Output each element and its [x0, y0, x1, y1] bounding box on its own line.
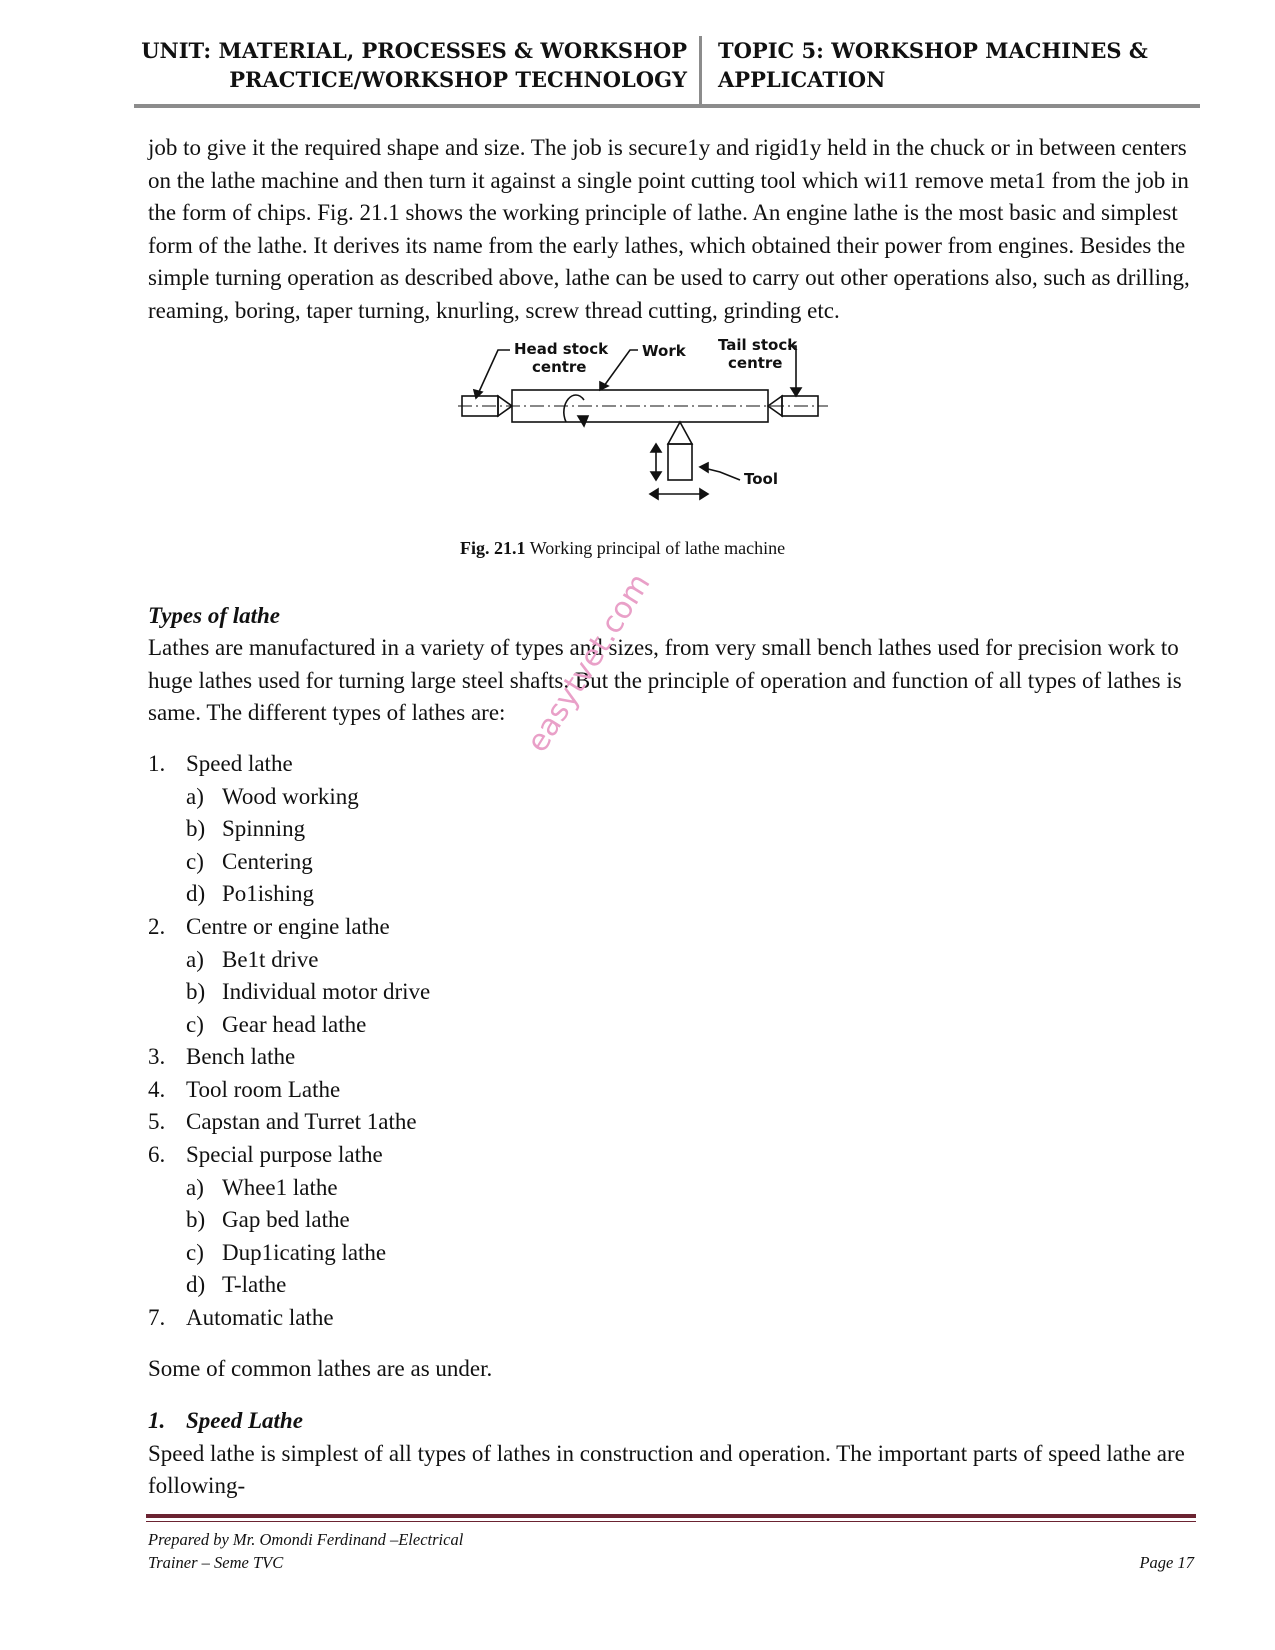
intro-paragraph: job to give it the required shape and size. The job is secure1y and rigid1y held in the chuck or in between centers on the lathe machine and then turn it against a single point cutting tool which wi11 remove meta1 from the job in the form of chips. Fig. 21.1 shows the working principle of lathe. An engine lathe is the most basic and simplest form of the lathe. It derives its name from the early lathes, which obtained their power from engines. Besides the simple turning operation as described above, lathe can be used to carry out other operations also, such as drilling, reaming, boring, taper turning, knurling, screw thread cutting, grinding etc. — [148, 135, 1190, 323]
unit-title-line1: UNIT: MATERIAL, PROCESSES & WORKSHOP — [141, 38, 687, 63]
types-section-title: Types of lathe — [148, 602, 281, 628]
watermark: easytvet.com — [520, 567, 658, 759]
list-item: 4. Tool room Lathe — [148, 1076, 341, 1102]
label-tailstock-1: Tail stock — [718, 337, 798, 354]
list-item: c) Dup1icating lathe — [186, 1239, 387, 1265]
types-paragraph: Lathes are manufactured in a variety of types and sizes, from very small bench lathes used for precision work to huge lathes used for turning large steel shafts. But the principle of operation and function of all types of lathes is same. The different types of lathes are: — [148, 635, 1182, 726]
page-footer — [148, 1528, 1194, 1574]
lathe-diagram — [458, 338, 848, 528]
footer-rule — [146, 1514, 1196, 1518]
sub-list — [186, 1172, 1198, 1302]
page-number: Page 17 — [1139, 1553, 1194, 1572]
topic-title-line1: TOPIC 5: WORKSHOP MACHINES & — [718, 38, 1148, 63]
topic-title — [718, 36, 1148, 94]
list-item: b) Individual motor drive — [186, 979, 431, 1005]
unit-title — [134, 36, 702, 106]
list-item: 1. Speed lathe a) Wood working b) Spinning c) Centering d) Po1ishing — [148, 748, 1198, 911]
list-item: 3. Bench lathe — [148, 1044, 296, 1070]
label-tool: Tool — [744, 469, 778, 488]
sub-list — [186, 781, 1198, 911]
footer-rule-thin — [146, 1521, 1196, 1522]
footer-author-line1: Prepared by Mr. Omondi Ferdinand –Electrical — [148, 1530, 464, 1549]
list-item: 7. Automatic lathe — [148, 1305, 334, 1331]
list-item: d) Po1ishing — [186, 881, 315, 907]
lathe-types-list — [148, 748, 1198, 1335]
list-item: b) Gap bed lathe — [186, 1207, 350, 1233]
label-tailstock-2: centre — [728, 353, 783, 372]
list-item: 2. Centre or engine lathe a) Be1t drive b) Individual motor drive c) Gear head lathe — [148, 911, 1198, 1041]
label-headstock-1: Head stock — [514, 339, 609, 358]
common-lathes-text: Some of common lathes are as under. — [148, 1355, 493, 1381]
list-item: b) Spinning — [186, 816, 306, 842]
list-item: d) T-lathe — [186, 1272, 287, 1298]
label-headstock-2: centre — [532, 357, 587, 376]
topic-title-line2: APPLICATION — [718, 67, 886, 92]
list-item: c) Centering — [186, 848, 313, 874]
speed-lathe-paragraph: Speed lathe is simplest of all types of lathes in construction and operation. The important parts of speed lathe are following- — [148, 1440, 1185, 1499]
speed-lathe-heading: 1. Speed Lathe — [148, 1408, 303, 1434]
unit-title-line2: PRACTICE/WORKSHOP TECHNOLOGY — [229, 67, 687, 92]
list-item: 5. Capstan and Turret 1athe — [148, 1109, 417, 1135]
footer-author-line2: Trainer – Seme TVC — [148, 1553, 284, 1572]
figure-caption — [460, 532, 860, 565]
sub-list — [186, 944, 1198, 1042]
list-item: a) Be1t drive — [186, 946, 319, 972]
figure-caption-text: Working principal of lathe machine — [529, 537, 786, 558]
list-item: a) Wood working — [186, 783, 359, 809]
list-item: 6. Special purpose lathe a) Whee1 lathe b) Gap bed lathe c) Dup1icating lathe d) T-lathe — [148, 1139, 1198, 1302]
lathe-figure — [148, 338, 1198, 588]
figure-caption-number: Fig. 21.1 — [460, 537, 526, 558]
page-content — [148, 132, 1198, 1503]
list-item: c) Gear head lathe — [186, 1011, 367, 1037]
label-work: Work — [642, 341, 686, 360]
list-item: a) Whee1 lathe — [186, 1174, 338, 1200]
page-header — [134, 28, 1200, 108]
